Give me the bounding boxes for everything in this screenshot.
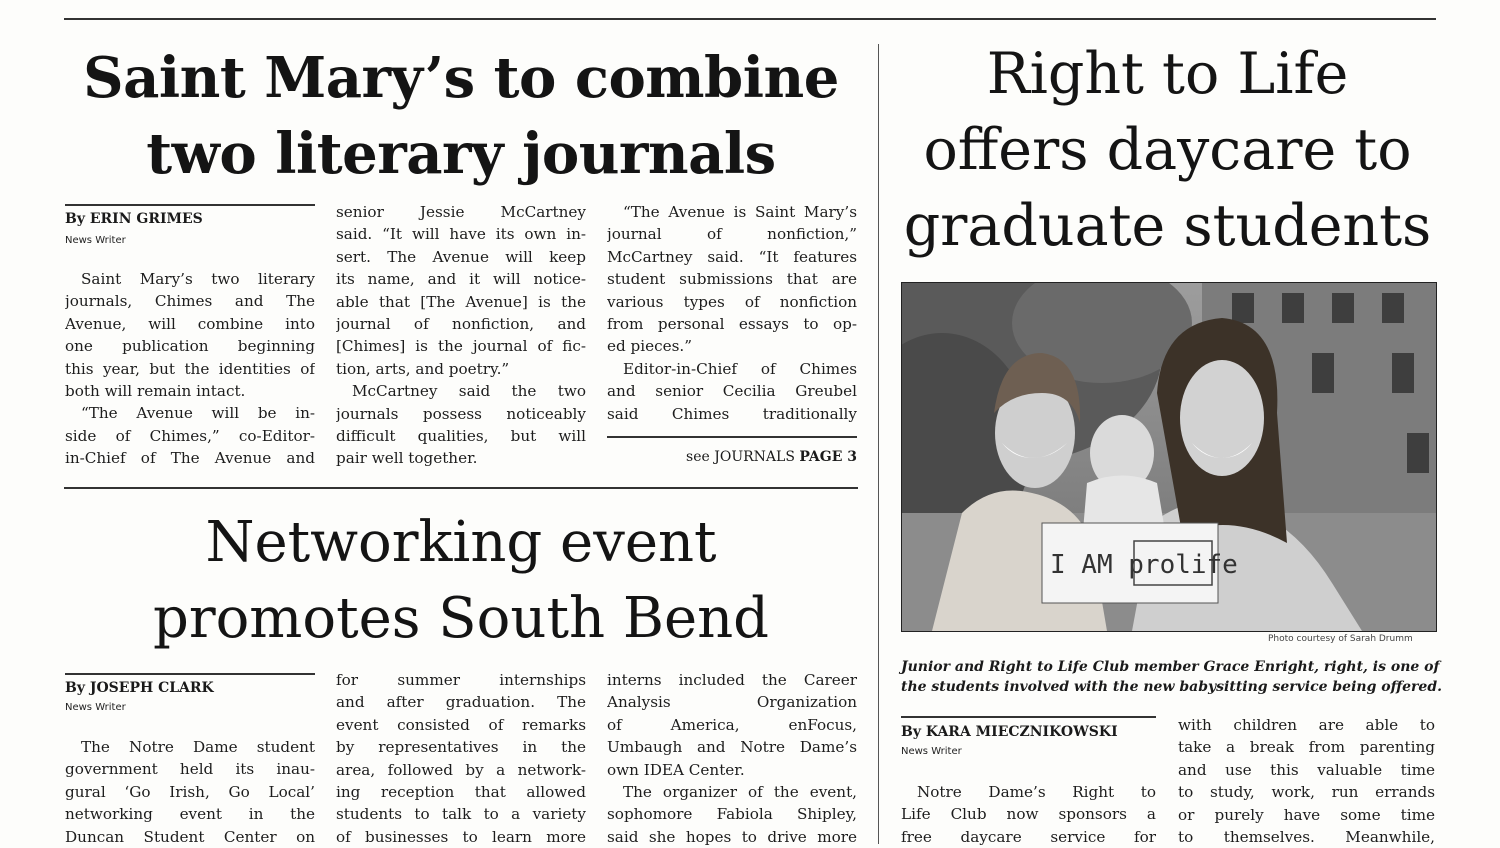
article1-byline-role: News Writer bbox=[65, 235, 126, 246]
article1-c2-line: journal of nonfiction, and bbox=[336, 314, 586, 333]
article3-byline-role: News Writer bbox=[901, 746, 962, 757]
article2-c3-line: Analysis Organization bbox=[607, 693, 857, 712]
article2-c1-line: Duncan Student Center on bbox=[65, 827, 315, 846]
article2-c2-line: students to talk to a variety bbox=[336, 805, 586, 824]
article3-headline-line3: graduate students bbox=[903, 193, 1432, 259]
article1-c3-line: and senior Cecilia Greubel bbox=[607, 382, 857, 401]
article1-c3-line: journal of nonfiction,” bbox=[607, 225, 857, 244]
article2-column-2 bbox=[336, 669, 586, 848]
article1-column-2 bbox=[336, 201, 586, 470]
article1-c3-line: Editor-in-Chief of Chimes bbox=[623, 359, 857, 378]
article1-c3-line: from personal essays to op- bbox=[607, 314, 857, 333]
article2-headline[interactable] bbox=[64, 505, 858, 657]
article3-c2-line: to themselves. Meanwhile, bbox=[1178, 827, 1435, 846]
article1-c1-line: Avenue, will combine into bbox=[65, 314, 315, 333]
article3-column-2 bbox=[1178, 714, 1435, 848]
photo-credit: Photo courtesy of Sarah Drumm bbox=[1268, 634, 1413, 644]
article2-c2-line: ing reception that allowed bbox=[336, 782, 586, 801]
article3-headline-line1: Right to Life bbox=[986, 41, 1349, 107]
article1-c1-line: Saint Mary’s two literary bbox=[81, 270, 315, 288]
article2-c3-line: sophomore Fabiola Shipley, bbox=[607, 805, 857, 824]
article2-c3-line: interns included the Career bbox=[607, 671, 857, 689]
article1-c2-line: its name, and it will notice- bbox=[336, 270, 586, 289]
jump-page: PAGE 3 bbox=[799, 449, 857, 465]
article1-c3-line: McCartney said. “It features bbox=[607, 247, 857, 266]
photo-sign-text: I AM prolife bbox=[1050, 550, 1238, 580]
article1-byline-rule bbox=[65, 204, 315, 206]
article1-c1-line: side of Chimes,” co-Editor- bbox=[65, 426, 315, 445]
article3-photo[interactable] bbox=[901, 282, 1437, 632]
article3-column-1 bbox=[901, 781, 1156, 848]
article2-column-3 bbox=[607, 669, 857, 848]
article1-c2-line: sert. The Avenue will keep bbox=[336, 247, 586, 266]
article2-c3-line: Umbaugh and Notre Dame’s bbox=[607, 738, 857, 757]
article1-c3-line: various types of nonfiction bbox=[607, 292, 857, 311]
article1-jump-rule bbox=[607, 436, 857, 438]
article1-c2-line: tion, arts, and poetry.” bbox=[336, 359, 510, 378]
article2-c2-line: of businesses to learn more bbox=[336, 827, 586, 846]
article3-headline-line2: offers daycare to bbox=[923, 117, 1412, 183]
article1-c2-line: pair well together. bbox=[336, 449, 478, 468]
column-divider bbox=[878, 44, 879, 844]
article1-c2-line: senior Jessie McCartney bbox=[336, 203, 586, 221]
article2-headline-line2: promotes South Bend bbox=[152, 586, 770, 651]
article1-c1-line: both will remain intact. bbox=[65, 381, 246, 400]
article1-c2-line: said. “It will have its own in- bbox=[336, 225, 586, 244]
article2-byline-rule bbox=[65, 673, 315, 675]
article3-byline-rule bbox=[901, 716, 1156, 718]
article1-c2-line: able that [The Avenue] is the bbox=[336, 292, 586, 311]
caption-line: the students involved with the new babysitting service being offered. bbox=[901, 679, 1443, 695]
article2-column-1 bbox=[65, 736, 315, 848]
article2-headline-line1: Networking event bbox=[205, 510, 717, 575]
article3-c1-line: free daycare service for bbox=[901, 827, 1156, 846]
article2-byline-role: News Writer bbox=[65, 702, 126, 713]
caption-line: Junior and Right to Life Club member Grace Enright, right, is one of bbox=[901, 659, 1440, 675]
article2-c1-line: networking event in the bbox=[65, 805, 315, 824]
article1-headline-line1: Saint Mary’s to combine bbox=[83, 45, 839, 111]
article1-c1-line: this year, but the identities of bbox=[65, 359, 315, 378]
photo-illustration bbox=[902, 283, 1436, 631]
article2-c2-line: event consisted of remarks bbox=[336, 715, 586, 734]
article3-headline[interactable] bbox=[895, 36, 1440, 264]
article1-c3-line: student submissions that are bbox=[607, 270, 857, 289]
article1-c3-line: said Chimes traditionally bbox=[607, 404, 857, 423]
top-rule bbox=[64, 18, 1436, 20]
jump-prefix: see JOURNALS bbox=[686, 449, 795, 465]
article1-c3-line: ed pieces.” bbox=[607, 337, 692, 356]
article2-c3-line: said she hopes to drive more bbox=[607, 827, 857, 846]
article3-c2-line: take a break from parenting bbox=[1178, 738, 1435, 757]
article3-c1-line: Life Club now sponsors a bbox=[901, 805, 1156, 824]
article1-c1-line: in-Chief of The Avenue and bbox=[65, 449, 315, 468]
article2-c2-line: by representatives in the bbox=[336, 738, 586, 757]
article1-c3-line: “The Avenue is Saint Mary’s bbox=[623, 203, 857, 221]
article3-c1-line: Notre Dame’s Right to bbox=[917, 783, 1156, 801]
article3-c2-line: or purely have some time bbox=[1178, 805, 1435, 824]
article2-byline: By JOSEPH CLARK bbox=[65, 680, 214, 696]
article1-c2-line: journals possess noticeably bbox=[336, 404, 586, 423]
article2-c1-line: gural ‘Go Irish, Go Local’ bbox=[65, 782, 315, 801]
article2-c2-line: for summer internships bbox=[336, 671, 586, 689]
article1-headline[interactable] bbox=[64, 40, 858, 192]
article3-c2-line: with children are able to bbox=[1178, 716, 1435, 734]
article1-column-1 bbox=[65, 268, 315, 470]
article1-headline-line2: two literary journals bbox=[146, 121, 776, 187]
article1-c1-line: one publication beginning bbox=[65, 337, 315, 356]
article2-c3-line: of America, enFocus, bbox=[607, 715, 857, 734]
article2-c1-line: government held its inau- bbox=[65, 760, 315, 779]
article1-c2-line: [Chimes] is the journal of fic- bbox=[336, 337, 586, 356]
article3-c2-line: and use this valuable time bbox=[1178, 760, 1435, 779]
article3-c2-line: to study, work, run errands bbox=[1178, 783, 1435, 802]
article1-c2-line: difficult qualities, but will bbox=[336, 426, 586, 445]
article2-c3-line: The organizer of the event, bbox=[623, 782, 857, 801]
article2-c2-line: area, followed by a network- bbox=[336, 760, 586, 779]
article1-c1-line: “The Avenue will be in- bbox=[81, 404, 315, 423]
article1-c2-line: McCartney said the two bbox=[352, 382, 586, 401]
article1-byline: By ERIN GRIMES bbox=[65, 211, 203, 227]
photo-caption bbox=[901, 657, 1442, 697]
section-rule bbox=[64, 487, 858, 489]
article1-c1-line: journals, Chimes and The bbox=[65, 292, 315, 311]
article3-byline: By KARA MIECZNIKOWSKI bbox=[901, 724, 1118, 740]
article1-jump-link[interactable] bbox=[607, 449, 857, 465]
article2-c3-line: own IDEA Center. bbox=[607, 760, 745, 779]
article2-c2-line: and after graduation. The bbox=[336, 693, 586, 712]
article2-c1-line: The Notre Dame student bbox=[81, 738, 315, 756]
article1-column-3 bbox=[607, 201, 857, 425]
